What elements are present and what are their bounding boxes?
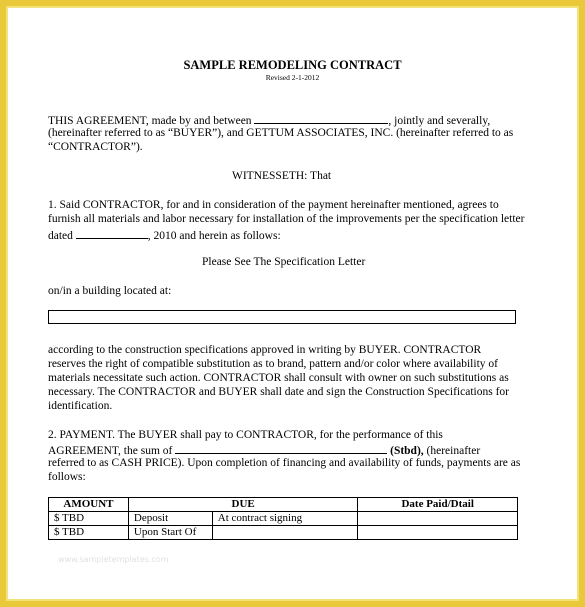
- agreement-text-b: , jointly and severally,: [388, 115, 491, 127]
- buyer-name-blank[interactable]: [254, 112, 388, 124]
- header-due: DUE: [128, 498, 357, 512]
- watermark: www.sampletemplates.com: [58, 555, 169, 564]
- row-date-paid[interactable]: [358, 526, 518, 540]
- row-amount: $ TBD: [49, 526, 129, 540]
- row-due-label: Deposit: [128, 512, 212, 526]
- row-due-detail: At contract signing: [212, 512, 358, 526]
- section1-line-1: 1. Said CONTRACTOR, for and in consideration of the payment hereinafter mentioned, agrees to: [48, 199, 499, 211]
- sum-stbd: (Stbd),: [390, 445, 424, 457]
- section2-line-3: referred to as CASH PRICE). Upon completion of financing and availability of funds, payments are as: [48, 457, 521, 469]
- row-date-paid[interactable]: [358, 512, 518, 526]
- section2-line-1: 2. PAYMENT. The BUYER shall pay to CONTRACTOR, for the performance of this: [48, 429, 443, 441]
- dated-label: dated: [48, 230, 73, 242]
- document-title: SAMPLE REMODELING CONTRACT: [183, 58, 402, 72]
- spec-letter-note: Please See The Specification Letter: [202, 256, 366, 268]
- agreement-line-2: (hereinafter referred to as “BUYER”), and GETTUM ASSOCIATES, INC. (hereinafter referred to as: [48, 127, 514, 139]
- location-label: on/in a building located at:: [48, 285, 172, 297]
- document-page: [8, 8, 577, 599]
- revised-date: Revised 2-1-2012: [265, 73, 320, 82]
- specs-line-4: necessary. The CONTRACTOR and BUYER shall date and sign the Construction Specifications for: [48, 386, 509, 398]
- row-due-label: Upon Start Of: [128, 526, 212, 540]
- header-date-paid: Date Paid/Dtail: [358, 498, 518, 512]
- specs-line-1: according to the construction specifications approved in writing by BUYER. CONTRACTOR: [48, 344, 482, 356]
- row-due-detail: [212, 526, 358, 540]
- location-field[interactable]: [48, 310, 516, 324]
- section1-line-2: furnish all materials and labor necessary for installation of the improvements per the specification letter: [48, 213, 525, 225]
- agreement-text-a: THIS AGREEMENT, made by and between: [48, 115, 252, 127]
- row-amount: $ TBD: [49, 512, 129, 526]
- witnesseth-heading: WITNESSETH: That: [232, 170, 332, 182]
- table-row: [49, 526, 518, 540]
- specs-line-3: materials necessitate such action. CONTRACTOR shall consult with owner on such substitutions as: [48, 372, 509, 384]
- agreement-line-3: “CONTRACTOR”).: [48, 141, 143, 153]
- section1-line-3: [48, 227, 281, 243]
- section2-line-4: follows:: [48, 471, 86, 483]
- sum-blank[interactable]: [175, 442, 387, 454]
- header-amount: AMOUNT: [49, 498, 129, 512]
- specs-line-5: identification.: [48, 400, 113, 412]
- sum-label: AGREEMENT, the sum of: [48, 445, 173, 457]
- payment-table-header: [49, 498, 518, 512]
- section1-text-b: , 2010 and herein as follows:: [147, 230, 281, 242]
- payment-table: [48, 497, 518, 540]
- date-blank[interactable]: [76, 227, 148, 239]
- hereinafter-text: (hereinafter: [426, 445, 481, 457]
- specs-line-2: reserves the right of compatible substitution as to brand, pattern and/or color where availability of: [48, 358, 498, 370]
- table-row: [49, 512, 518, 526]
